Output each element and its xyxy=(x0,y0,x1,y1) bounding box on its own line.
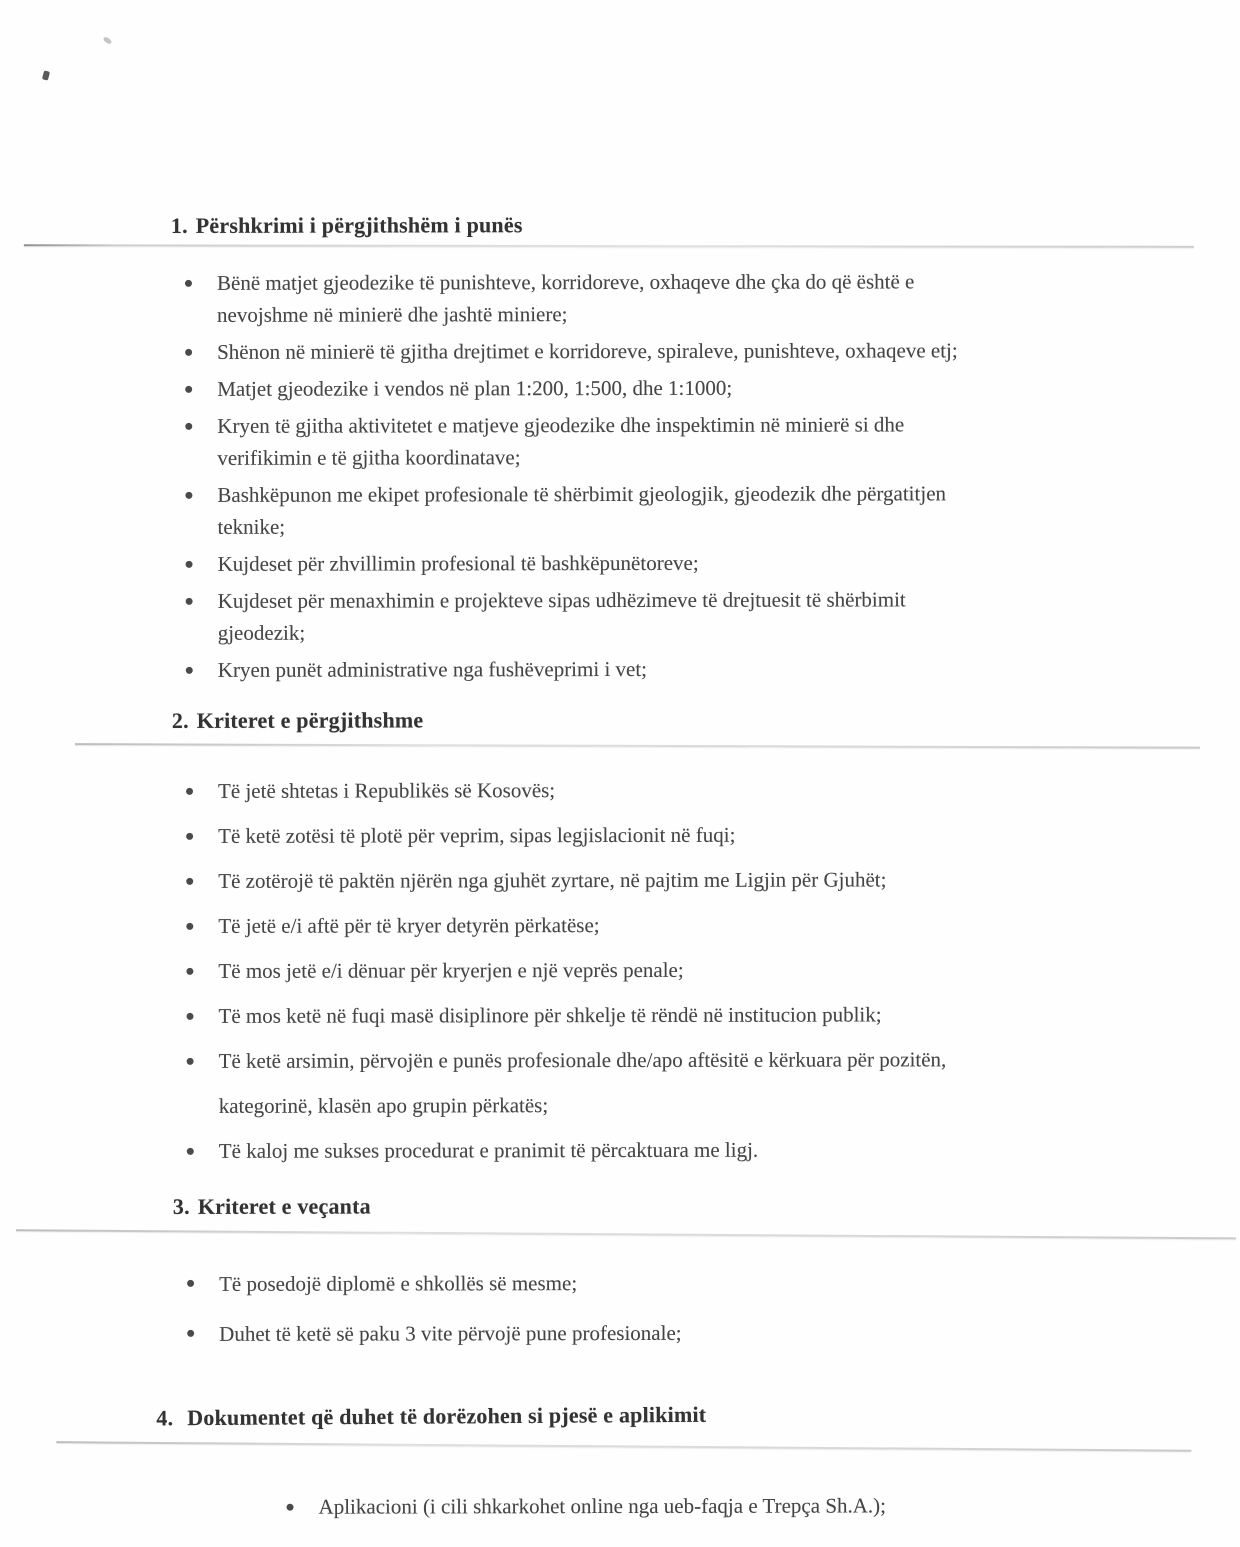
bullet-list xyxy=(2,1491,1240,1522)
list-item xyxy=(2,1491,1240,1522)
list-item xyxy=(0,408,1239,475)
list-item xyxy=(1,1257,1240,1310)
bullet-icon xyxy=(187,1058,194,1065)
list-item-text: Të ketë zotësi të plotë për veprim, sipas legjislacionit në fuqi; xyxy=(218,822,736,848)
bullet-icon xyxy=(185,349,192,356)
list-item xyxy=(0,812,1240,860)
bullet-icon xyxy=(186,878,193,885)
document-section-3 xyxy=(1,1192,1240,1360)
document-section-2 xyxy=(0,706,1240,1175)
list-item xyxy=(0,902,1240,950)
heading-underline xyxy=(56,1441,1191,1452)
heading-underline xyxy=(16,1229,1236,1239)
list-item-text: Shënon në minierë të gjitha drejtimet e korridoreve, spiraleve, punishteve, oxhaqeve etj; xyxy=(217,338,958,364)
list-item-text: Të kaloj me sukses procedurat e pranimit të përcaktuara me ligj. xyxy=(218,1137,759,1163)
bullet-icon xyxy=(185,386,192,393)
list-item-text: Të jetë shtetas i Republikës së Kosovës; xyxy=(218,778,556,803)
list-item xyxy=(0,767,1240,815)
list-item-text: Bënë matjet gjeodezike të punishteve, korridoreve, oxhaqeve dhe çka do që është e nevojshme në minierë dhe jashtë miniere; xyxy=(216,269,915,327)
bullet-icon xyxy=(186,788,193,795)
bullet-icon xyxy=(186,833,193,840)
list-item-text: Kujdeset për zhvillimin profesional të bashkëpunëtoreve; xyxy=(217,550,699,576)
section-heading xyxy=(156,1398,1240,1431)
list-item-text: Matjet gjeodezike i vendos në plan 1:200, 1:500, dhe 1:1000; xyxy=(217,375,733,401)
bullet-icon xyxy=(187,1013,194,1020)
heading-underline xyxy=(24,244,1194,248)
list-item-text: Të mos ketë në fuqi masë disiplinore për shkelje të rëndë në institucion publik; xyxy=(218,1002,882,1028)
list-item-text: Kryen të gjitha aktivitetet e matjeve gjeodezike dhe inspektimin në minierë si dhe verifikimin e të gjitha koordinatave; xyxy=(217,412,905,470)
list-item xyxy=(0,992,1240,1040)
list-item xyxy=(0,477,1240,544)
bullet-icon xyxy=(187,1280,194,1287)
bullet-icon xyxy=(185,423,192,430)
list-item-text: Të jetë e/i aftë për të kryer detyrën përkatëse; xyxy=(218,913,600,938)
list-item xyxy=(0,265,1239,332)
bullet-icon xyxy=(185,280,192,287)
bullet-icon xyxy=(186,598,193,605)
section-heading xyxy=(172,706,1240,734)
list-item-text: Të posedojë diplomë e shkollës së mesme; xyxy=(219,1271,578,1296)
section-number: 3. xyxy=(172,1193,190,1219)
list-item xyxy=(0,857,1240,905)
section-title: Kriteret e përgjithshme xyxy=(196,707,424,733)
list-item xyxy=(1,1037,1240,1130)
bullet-icon xyxy=(185,492,192,499)
list-item xyxy=(0,546,1240,581)
bullet-icon xyxy=(186,923,193,930)
heading-underline xyxy=(75,743,1200,749)
section-number: 4. xyxy=(156,1405,174,1431)
section-title: Përshkrimi i përgjithshëm i punës xyxy=(195,212,523,238)
list-item xyxy=(0,652,1240,687)
bullet-icon xyxy=(287,1504,294,1511)
list-item-text: Të zotërojë të paktën njërën nga gjuhët zyrtare, në pajtim me Ligjin për Gjuhët; xyxy=(218,867,887,893)
bullet-list xyxy=(0,767,1240,1175)
list-item xyxy=(0,583,1240,650)
list-item xyxy=(0,947,1240,995)
list-item-text: Të mos jetë e/i dënuar për kryerjen e një veprës penale; xyxy=(218,957,684,983)
document-section-4 xyxy=(1,1401,1240,1522)
bullet-icon xyxy=(186,667,193,674)
section-number: 1. xyxy=(170,212,188,238)
section-heading xyxy=(173,1192,1240,1220)
section-number: 2. xyxy=(171,707,189,733)
list-item-text: Kryen punët administrative nga fushëveprimi i vet; xyxy=(217,656,648,682)
list-item-text: Kujdeset për menaxhimin e projekteve sipas udhëzimeve të drejtuesit të shërbimit gjeodezik; xyxy=(217,587,906,645)
list-item-text: Të ketë arsimin, përvojën e punës profesionale dhe/apo aftësitë e kërkuara për pozitën, kategorinë, klasën apo grupin përkatës; xyxy=(218,1047,947,1118)
bullet-icon xyxy=(187,1148,194,1155)
bullet-icon xyxy=(187,1330,194,1337)
bullet-icon xyxy=(186,968,193,975)
section-title: Kriteret e veçanta xyxy=(197,1193,371,1219)
list-item-text: Bashkëpunon me ekipet profesionale të shërbimit gjeologjik, gjeodezik dhe përgatitjen teknike; xyxy=(217,481,947,539)
bullet-list xyxy=(1,1257,1240,1360)
document-section-1 xyxy=(0,211,1240,687)
bullet-icon xyxy=(186,561,193,568)
bullet-list xyxy=(0,265,1240,687)
list-item xyxy=(0,334,1239,369)
list-item-text: Aplikacioni (i cili shkarkohet online nga ueb-faqja e Trepça Sh.A.); xyxy=(318,1493,887,1519)
list-item xyxy=(1,1127,1240,1175)
list-item-text: Duhet të ketë së paku 3 vite përvojë pune profesionale; xyxy=(219,1320,682,1346)
list-item xyxy=(1,1307,1240,1360)
section-heading xyxy=(171,211,1239,239)
section-title: Dokumentet që duhet të dorëzohen si pjesë e aplikimit xyxy=(187,1401,707,1431)
list-item xyxy=(0,371,1239,406)
